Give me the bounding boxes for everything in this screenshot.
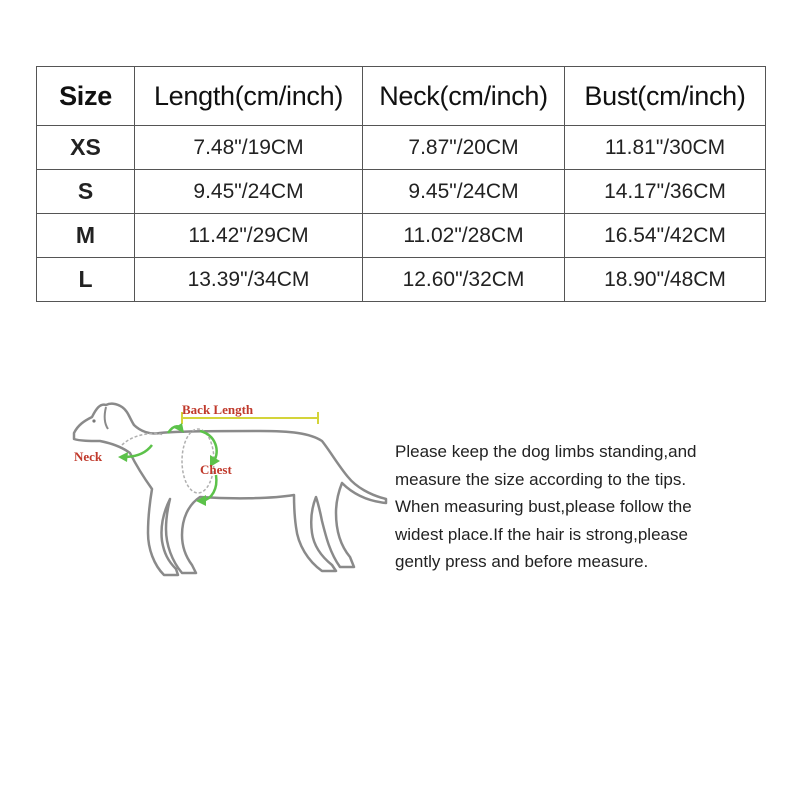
bust-cell: 11.81"/30CM xyxy=(565,126,766,170)
size-chart-table xyxy=(36,66,766,302)
neck-arrowhead-icon xyxy=(118,452,128,462)
back-length-label: Back Length xyxy=(182,402,254,417)
header-length: Length(cm/inch) xyxy=(135,67,363,126)
neck-cell: 12.60"/32CM xyxy=(363,258,565,302)
table-row xyxy=(37,258,766,302)
dog-ear xyxy=(105,407,108,429)
tip-line: gently press and before measure. xyxy=(395,552,649,571)
bust-cell: 14.17"/36CM xyxy=(565,170,766,214)
dog-measurement-diagram xyxy=(60,395,390,585)
header-neck: Neck(cm/inch) xyxy=(363,67,565,126)
neck-cell: 9.45"/24CM xyxy=(363,170,565,214)
length-cell: 11.42"/29CM xyxy=(135,214,363,258)
table-row xyxy=(37,126,766,170)
table-header-row xyxy=(37,67,766,126)
tip-line: Please keep the dog limbs standing,and xyxy=(395,442,697,461)
tip-line: measure the size according to the tips. xyxy=(395,469,687,489)
neck-cell: 11.02"/28CM xyxy=(363,214,565,258)
neck-label: Neck xyxy=(74,449,103,464)
length-cell: 13.39"/34CM xyxy=(135,258,363,302)
dog-eye xyxy=(92,419,95,422)
tip-line: widest place.If the hair is strong,please xyxy=(395,524,688,544)
bust-cell: 18.90"/48CM xyxy=(565,258,766,302)
bust-cell: 16.54"/42CM xyxy=(565,214,766,258)
size-cell: XS xyxy=(37,126,135,170)
header-bust: Bust(cm/inch) xyxy=(565,67,766,126)
size-cell: M xyxy=(37,214,135,258)
table-row xyxy=(37,214,766,258)
measurement-tips xyxy=(395,438,755,576)
size-cell: S xyxy=(37,170,135,214)
dog-silhouette xyxy=(74,404,386,575)
chest-label: Chest xyxy=(200,462,232,477)
neck-measure-arc xyxy=(122,433,164,445)
length-cell: 9.45"/24CM xyxy=(135,170,363,214)
chest-measure-loop xyxy=(182,429,214,493)
header-size: Size xyxy=(37,67,135,126)
neck-cell: 7.87"/20CM xyxy=(363,126,565,170)
length-cell: 7.48"/19CM xyxy=(135,126,363,170)
tip-line: When measuring bust,please follow the xyxy=(395,497,692,516)
size-cell: L xyxy=(37,258,135,302)
table-row xyxy=(37,170,766,214)
